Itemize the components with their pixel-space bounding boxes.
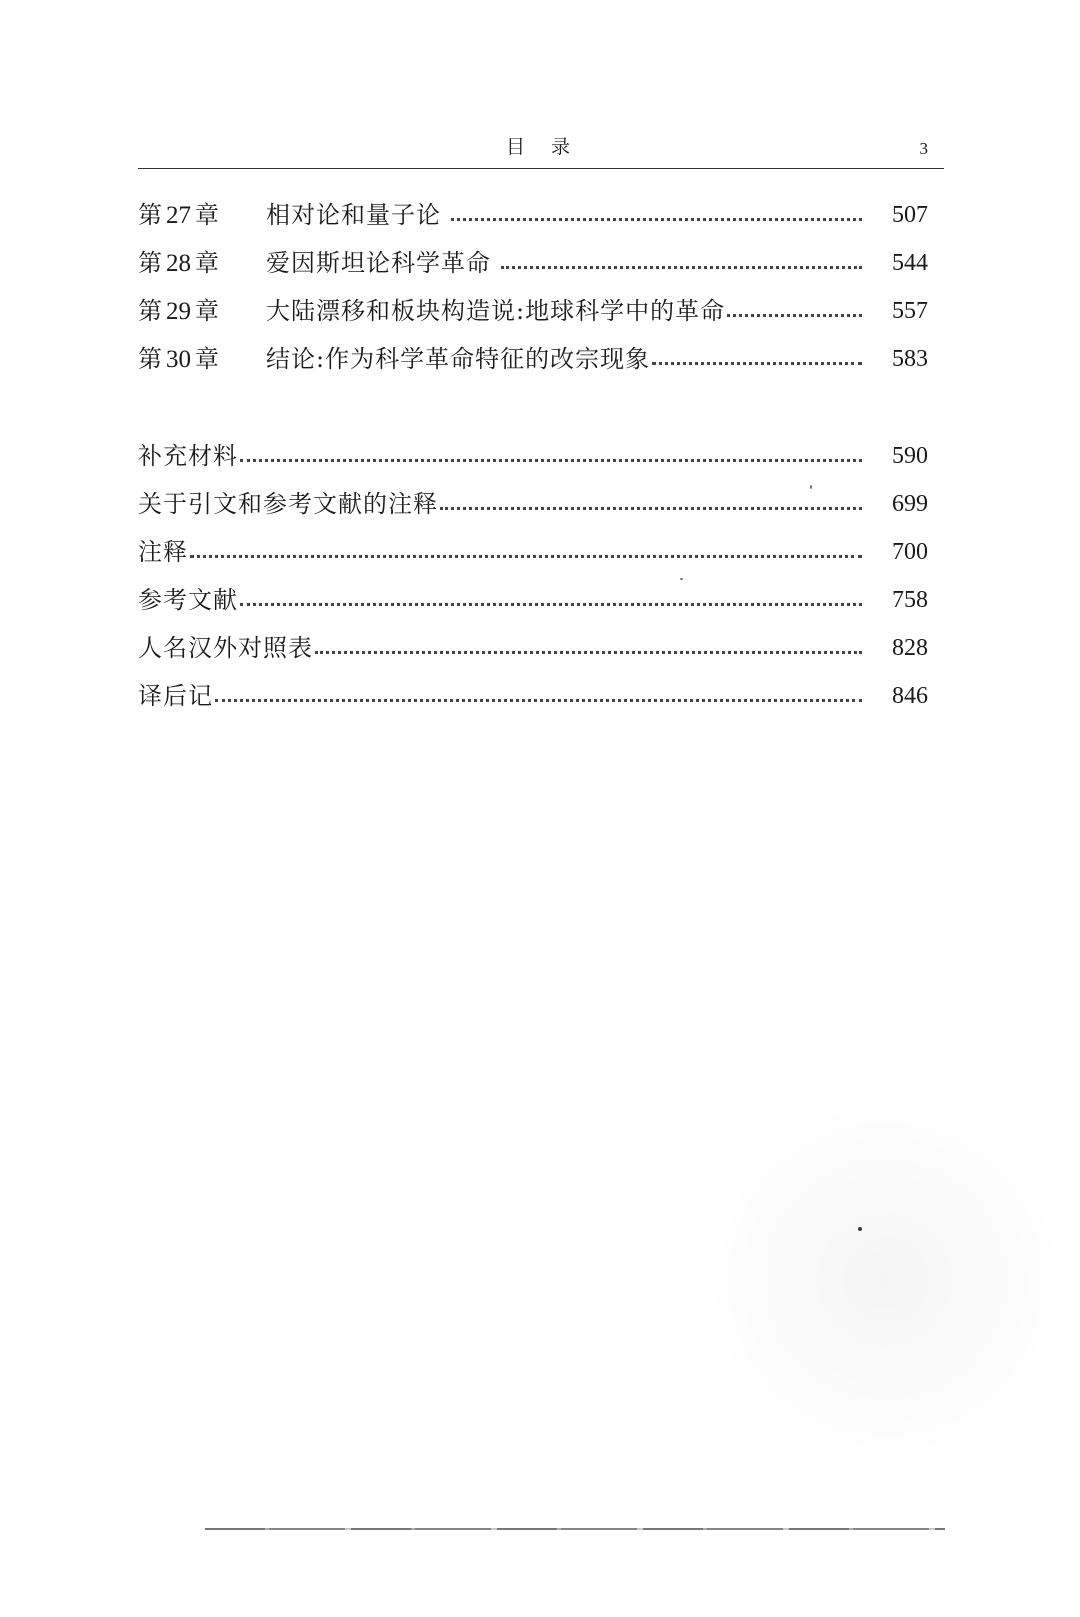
chapter-label: 第 27 章 [138, 200, 219, 229]
entry-page-number: 828 [892, 635, 928, 661]
entry-page-number: 557 [892, 298, 928, 324]
running-head [138, 132, 938, 162]
scan-speck [810, 485, 812, 489]
entry-page-number: 590 [892, 443, 928, 469]
entry-page-number: 846 [892, 683, 928, 709]
entry-title: 注释 [138, 538, 188, 566]
toc-entry-chapter-27[interactable] [138, 195, 928, 235]
toc-entry-afterword[interactable] [138, 676, 928, 716]
entry-title: 参考文献 [138, 586, 238, 614]
entry-page-number: 507 [892, 202, 928, 228]
entry-page-number: 544 [892, 250, 928, 276]
header-rule [138, 168, 944, 169]
entry-title: 爱因斯坦论科学革命 [266, 249, 491, 277]
entry-title: 关于引文和参考文献的注释 [138, 490, 438, 518]
entry-title: 大陆漂移和板块构造说:地球科学中的革命 [266, 297, 726, 325]
dot-leader [727, 314, 862, 317]
scan-speck [680, 578, 683, 580]
toc-entry-chapter-29[interactable] [138, 291, 928, 331]
dot-leader [451, 218, 862, 221]
dot-leader [215, 699, 862, 702]
dot-leader [440, 507, 862, 510]
entry-title: 译后记 [138, 682, 213, 710]
toc-entry-citation-notes[interactable] [138, 484, 928, 524]
entry-page-number: 758 [892, 587, 928, 613]
running-page-number: 3 [919, 139, 928, 158]
dot-leader [190, 555, 862, 558]
entry-page-number: 699 [892, 491, 928, 517]
entry-title: 人名汉外对照表 [138, 634, 313, 662]
chapter-label: 第 29 章 [138, 296, 219, 325]
entry-title: 相对论和量子论 [266, 201, 441, 229]
toc-entry-chapter-30[interactable] [138, 339, 928, 379]
entry-title: 补充材料 [138, 442, 238, 470]
entry-page-number: 700 [892, 539, 928, 565]
toc-entry-references[interactable] [138, 580, 928, 620]
toc-entry-supplementary[interactable] [138, 436, 928, 476]
bottom-scan-line [205, 1528, 945, 1530]
toc-entry-notes[interactable] [138, 532, 928, 572]
chapter-label: 第 30 章 [138, 344, 219, 373]
dot-leader [240, 459, 862, 462]
entry-title: 结论:作为科学革命特征的改宗现象 [266, 345, 651, 373]
dot-leader [501, 266, 862, 269]
dot-leader [315, 651, 862, 654]
chapter-label: 第 28 章 [138, 248, 219, 277]
entry-page-number: 583 [892, 346, 928, 372]
toc-entry-name-index[interactable] [138, 628, 928, 668]
dot-leader [652, 362, 862, 365]
faint-watermark-stamp [677, 1072, 1080, 1488]
dot-leader [240, 603, 862, 606]
running-title: 目录 [505, 136, 596, 158]
toc-entry-chapter-28[interactable] [138, 243, 928, 283]
